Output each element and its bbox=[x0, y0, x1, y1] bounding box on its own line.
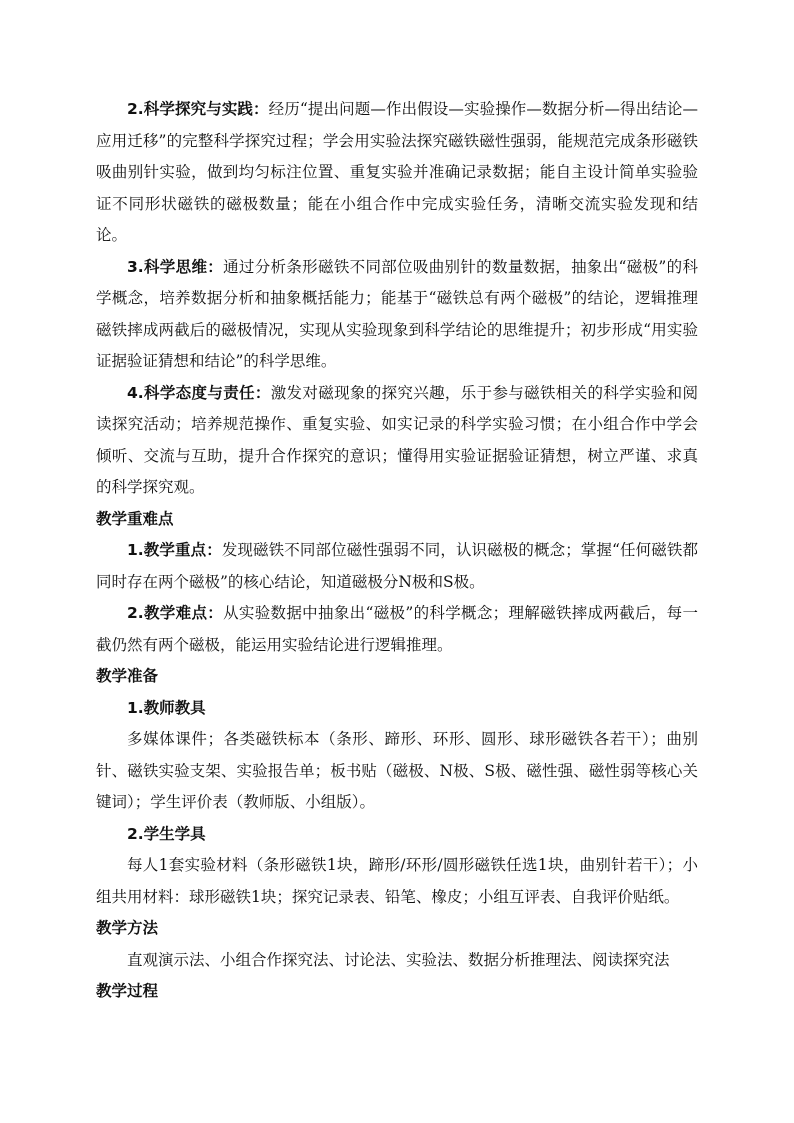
objective-inquiry-lead: 2.科学探究与实践： bbox=[127, 100, 269, 118]
preparation-student-lead: 2.学生学具 bbox=[127, 824, 206, 843]
key-points-heading: 教学重难点 bbox=[96, 509, 174, 528]
objective-attitude-lead: 4.科学态度与责任： bbox=[127, 383, 271, 402]
objective-inquiry-text: 经历“提出问题—作出假设—实验操作—数据分析—得出结论—应用迁移”的完整科学探究过程；学会用实验法探究磁铁磁性强弱，能规范完成条形磁铁吸曲别针实验，做到均匀标注位置、重复实验并准确记录数据；能自主设计简单实验验证不同形状磁铁的磁极数量；能在小组合作中完成实验任务，清晰交流实验发现和结论。 bbox=[96, 100, 698, 244]
objective-thinking bbox=[96, 252, 698, 378]
key-point-difficulty-lead: 2.教学难点： bbox=[127, 604, 224, 622]
objective-thinking-lead: 3.科学思维： bbox=[127, 257, 224, 276]
methods-text: 直观演示法、小组合作探究法、讨论法、实验法、数据分析推理法、阅读探究法 bbox=[127, 950, 670, 969]
preparation-teacher-text: 多媒体课件；各类磁铁标本（条形、蹄形、环形、圆形、球形磁铁各若干）；曲别针、磁铁实验支架、实验报告单；板书贴（磁极、N极、S极、磁性强、磁性弱等核心关键词）；学生评价表（教师版、小组版）。 bbox=[96, 730, 698, 811]
objective-attitude bbox=[96, 378, 698, 504]
key-point-focus-lead: 1.教学重点： bbox=[127, 541, 222, 559]
key-point-difficulty bbox=[96, 598, 698, 661]
objective-thinking-text: 通过分析条形磁铁不同部位吸曲别针的数量数据，抽象出“磁极”的科学概念，培养数据分析和抽象概括能力；能基于“磁铁总有两个磁极”的结论，逻辑推理磁铁摔成两截后的磁极情况，实现从实验现象到科学结论的思维提升；初步形成“用实验证据验证猜想和结论”的科学思维。 bbox=[96, 257, 698, 370]
process-heading: 教学过程 bbox=[96, 982, 159, 1000]
methods-heading: 教学方法 bbox=[96, 919, 159, 937]
objective-attitude-text: 激发对磁现象的探究兴趣，乐于参与磁铁相关的科学实验和阅读探究活动；培养规范操作、重复实验、如实记录的科学实验习惯；在小组合作中学会倾听、交流与互助，提升合作探究的意识；懂得用实验证据验证猜想，树立严谨、求真的科学探究观。 bbox=[96, 383, 698, 496]
preparation-heading: 教学准备 bbox=[96, 667, 159, 685]
key-point-focus bbox=[96, 535, 698, 598]
document-page bbox=[96, 94, 698, 1008]
preparation-teacher-lead: 1.教师教具 bbox=[127, 698, 206, 717]
objective-inquiry bbox=[96, 94, 698, 252]
key-point-difficulty-text: 从实验数据中抽象出“磁极”的科学概念；理解磁铁摔成两截后，每一截仍然有两个磁极，能运用实验结论进行逻辑推理。 bbox=[96, 604, 698, 654]
key-point-focus-text: 发现磁铁不同部位磁性强弱不同，认识磁极的概念；掌握“任何磁铁都同时存在两个磁极”的核心结论，知道磁极分N极和S极。 bbox=[96, 541, 698, 591]
preparation-student-text: 每人1套实验材料（条形磁铁1块，蹄形/环形/圆形磁铁任选1块，曲别针若干）；小组共用材料：球形磁铁1块；探究记录表、铅笔、橡皮；小组互评表、自我评价贴纸。 bbox=[96, 856, 698, 906]
